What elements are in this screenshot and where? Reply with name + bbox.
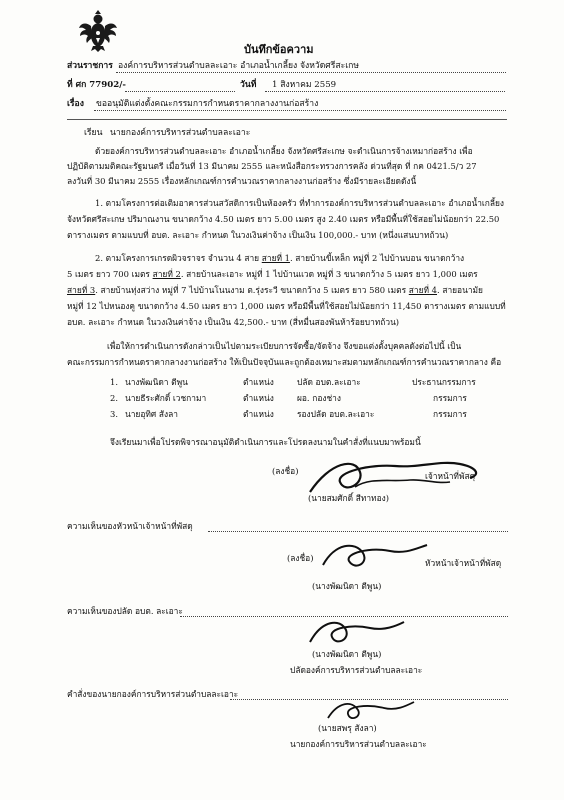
route-1: สายที่ 1: [261, 253, 290, 263]
deputy-title: ปลัดองค์การบริหารส่วนตำบลละเอาะ: [290, 665, 423, 675]
member-position-label: ตำแหน่ง: [243, 377, 274, 387]
item2-line-4: หมู่ที่ 12 ไปหนองคู ขนาดกว้าง 4.50 เมตร ยาว 1,000 เมตร หรือมีพื้นที่ใช้สอยไม่น้อยกว่า 11,450 ตารางเมตร ตามแบบที่: [67, 301, 506, 311]
member-num: 3.: [110, 409, 118, 419]
member-role: กรรมการ: [433, 409, 467, 419]
item1-line-1: 1. ตามโครงการต่อเติมอาคารส่วนสวัสดิการเป็นห้องครัว ที่ทำการองค์การบริหารส่วนตำบลละเอาะ อำเภอน้ำเกลี้ยง: [95, 198, 504, 208]
intro-line-3: ลงวันที่ 30 มีนาคม 2555 เรื่องหลักเกณฑ์การคำนวณราคากลางงานก่อสร้าง ซึ่งมีรายละเอียดดังนี้: [67, 176, 417, 186]
mayor-title: นายกองค์การบริหารส่วนตำบลละเอาะ: [290, 739, 427, 749]
deputy-name: (นางพัฒนิดา ตีพูน): [312, 649, 382, 659]
date-label: วันที่: [240, 80, 257, 90]
item2-line1-a: 2. ตามโครงการเกรดผิวจราจร จำนวน 4 สาย: [95, 253, 260, 263]
header-divider: [67, 119, 507, 120]
committee-intro-1: เพื่อให้การดำเนินการดังกล่าวเป็นไปตามระเบียบการจัดซื้อ/จัดจ้าง จึงขอแต่งตั้งบุคคลดังต่อไปนี้ เป็น: [107, 341, 462, 351]
intro-line-2: ปฏิบัติตามมติคณะรัฐมนตรี เมื่อวันที่ 13 มีนาคม 2555 และหนังสือกระทรวงการคลัง ด่วนที่สุด ที่ กค 0421.5/ว 27: [67, 161, 477, 171]
member-position: ปลัด อบต.ละเอาะ: [297, 377, 361, 387]
head-name: (นางพัฒนิดา ตีพูน): [312, 581, 382, 591]
member-num: 2.: [110, 393, 118, 403]
committee-intro-2: คณะกรรมการกำหนดราคากลางงานก่อสร้าง ให้เป็นปัจจุบันและถูกต้องเหมาะสมตามหลักเกณฑ์การคำนวณราคากลาง คือ: [67, 357, 502, 367]
route-4: สายที่ 4: [408, 285, 438, 295]
head-opinion-label: ความเห็นของหัวหน้าเจ้าหน้าที่พัสดุ: [67, 521, 193, 531]
deputy-opinion-label: ความเห็นของปลัด อบต. ละเอาะ: [67, 606, 183, 616]
member-position-label: ตำแหน่ง: [243, 393, 274, 403]
subject-value: ขออนุมัติแต่งตั้งคณะกรรมการกำหนดราคากลางงานก่อสร้าง: [96, 99, 319, 109]
salutation-value: นายกองค์การบริหารส่วนตำบลละเอาะ: [110, 128, 251, 138]
member-role: กรรมการ: [433, 393, 467, 403]
date-value: 1 สิงหาคม 2559: [272, 80, 337, 90]
head-signature-icon: [315, 535, 435, 580]
head-title: หัวหน้าเจ้าหน้าที่พัสดุ: [425, 558, 502, 568]
ref-number: ที่ ศก 77902/-: [67, 80, 126, 90]
head-sign-label: (ลงชื่อ): [287, 553, 314, 563]
member-name: นายอุทิศ สังลา: [125, 409, 178, 419]
date-dotted-line: [265, 91, 505, 92]
subject-dotted-line: [94, 110, 506, 111]
member-name: นายธีระศักดิ์ เวชกามา: [125, 393, 207, 403]
head-opinion-line: [208, 531, 508, 532]
item2-line1-b: . สายบ้านขี้เหล็ก หมู่ที่ 2 ไปบ้านบอน ขนาดกว้าง: [289, 253, 465, 263]
item2-line-1: [95, 252, 464, 266]
officer-name: (นายสมศักดิ์ สีทาทอง): [308, 493, 389, 503]
agency-label: ส่วนราชการ: [67, 61, 113, 71]
item1-line-2: จังหวัดศรีสะเกษ ปริมาณงาน ขนาดกว้าง 4.50 เมตร ยาว 5.00 เมตร สูง 2.40 เมตร หรือมีพื้นที่ใช้สอยไม่น้อยกว่า 22.50: [67, 214, 500, 224]
garuda-emblem-icon: [78, 10, 118, 52]
order-label: คำสั่งของนายกองค์การบริหารส่วนตำบลละเอาะ: [67, 689, 239, 699]
item1-line-3: ตารางเมตร ตามแบบที่ อบต. ละเอาะ กำหนด ในวงเงินค่าจ้าง เป็นเงิน 100,000.- บาท (หนึ่งแสนบาทถ้วน): [67, 230, 449, 240]
member-name: นางพัฒนิดา ตีพูน: [125, 377, 188, 387]
member-position: ผอ. กองช่าง: [297, 393, 341, 403]
member-role: ประธานกรรมการ: [412, 377, 476, 387]
member-num: 1.: [110, 377, 118, 387]
item2-line2-a: 5 เมตร ยาว 700 เมตร: [67, 269, 150, 279]
memo-title: บันทึกข้อความ: [244, 43, 314, 56]
route-3: สายที่ 3: [67, 285, 96, 295]
item2-line-2: [67, 268, 478, 282]
item2-line2-b: . สายบ้านละเอาะ หมู่ที่ 1 ไปบ้านแวด หมู่ที่ 3 ขนาดกว้าง 5 เมตร ยาว 1,000 เมตร: [180, 269, 478, 279]
agency-dotted-line: [116, 72, 506, 73]
ref-dotted-line: [125, 91, 235, 92]
closing-line: จึงเรียนมาเพื่อโปรดพิจารณาอนุมัติดำเนินการและโปรดลงนามในคำสั่งที่แนบมาพร้อมนี้: [110, 437, 421, 447]
mayor-name: (นายสพรุ สังลา): [318, 723, 377, 733]
officer-sign-label: (ลงชื่อ): [272, 466, 299, 476]
agency-value: องค์การบริหารส่วนตำบลละเอาะ อำเภอน้ำเกลี้ยง จังหวัดศรีสะเกษ: [118, 61, 360, 71]
salutation-label: เรียน: [84, 128, 103, 138]
item2-line-3: [67, 284, 483, 298]
item2-line3-b: . สายอนามัย: [437, 285, 483, 295]
item2-line3-a: . สายบ้านทุ่งสว่าง หมู่ที่ 7 ไปบ้านโนนงาม ต.รุ่งระวี ขนาดกว้าง 5 เมตร ยาว 580 เมตร: [95, 285, 407, 295]
item2-line-5: อบต. ละเอาะ กำหนด ในวงเงินค่าจ้าง เป็นเงิน 42,500.- บาท (สี่หมื่นสองพันห้าร้อยบาทถ้วน): [67, 317, 400, 327]
subject-label: เรื่อง: [67, 99, 84, 109]
intro-line-1: ด้วยองค์การบริหารส่วนตำบลละเอาะ อำเภอน้ำเกลี้ยง จังหวัดศรีสะเกษ จะดำเนินการจ้างเหมาก่อสร้าง เพื่อ: [95, 146, 473, 156]
member-position: รองปลัด อบต.ละเอาะ: [297, 409, 375, 419]
route-2: สายที่ 2: [152, 269, 181, 279]
officer-title: เจ้าหน้าที่พัสดุ: [425, 471, 476, 481]
member-position-label: ตำแหน่ง: [243, 409, 274, 419]
